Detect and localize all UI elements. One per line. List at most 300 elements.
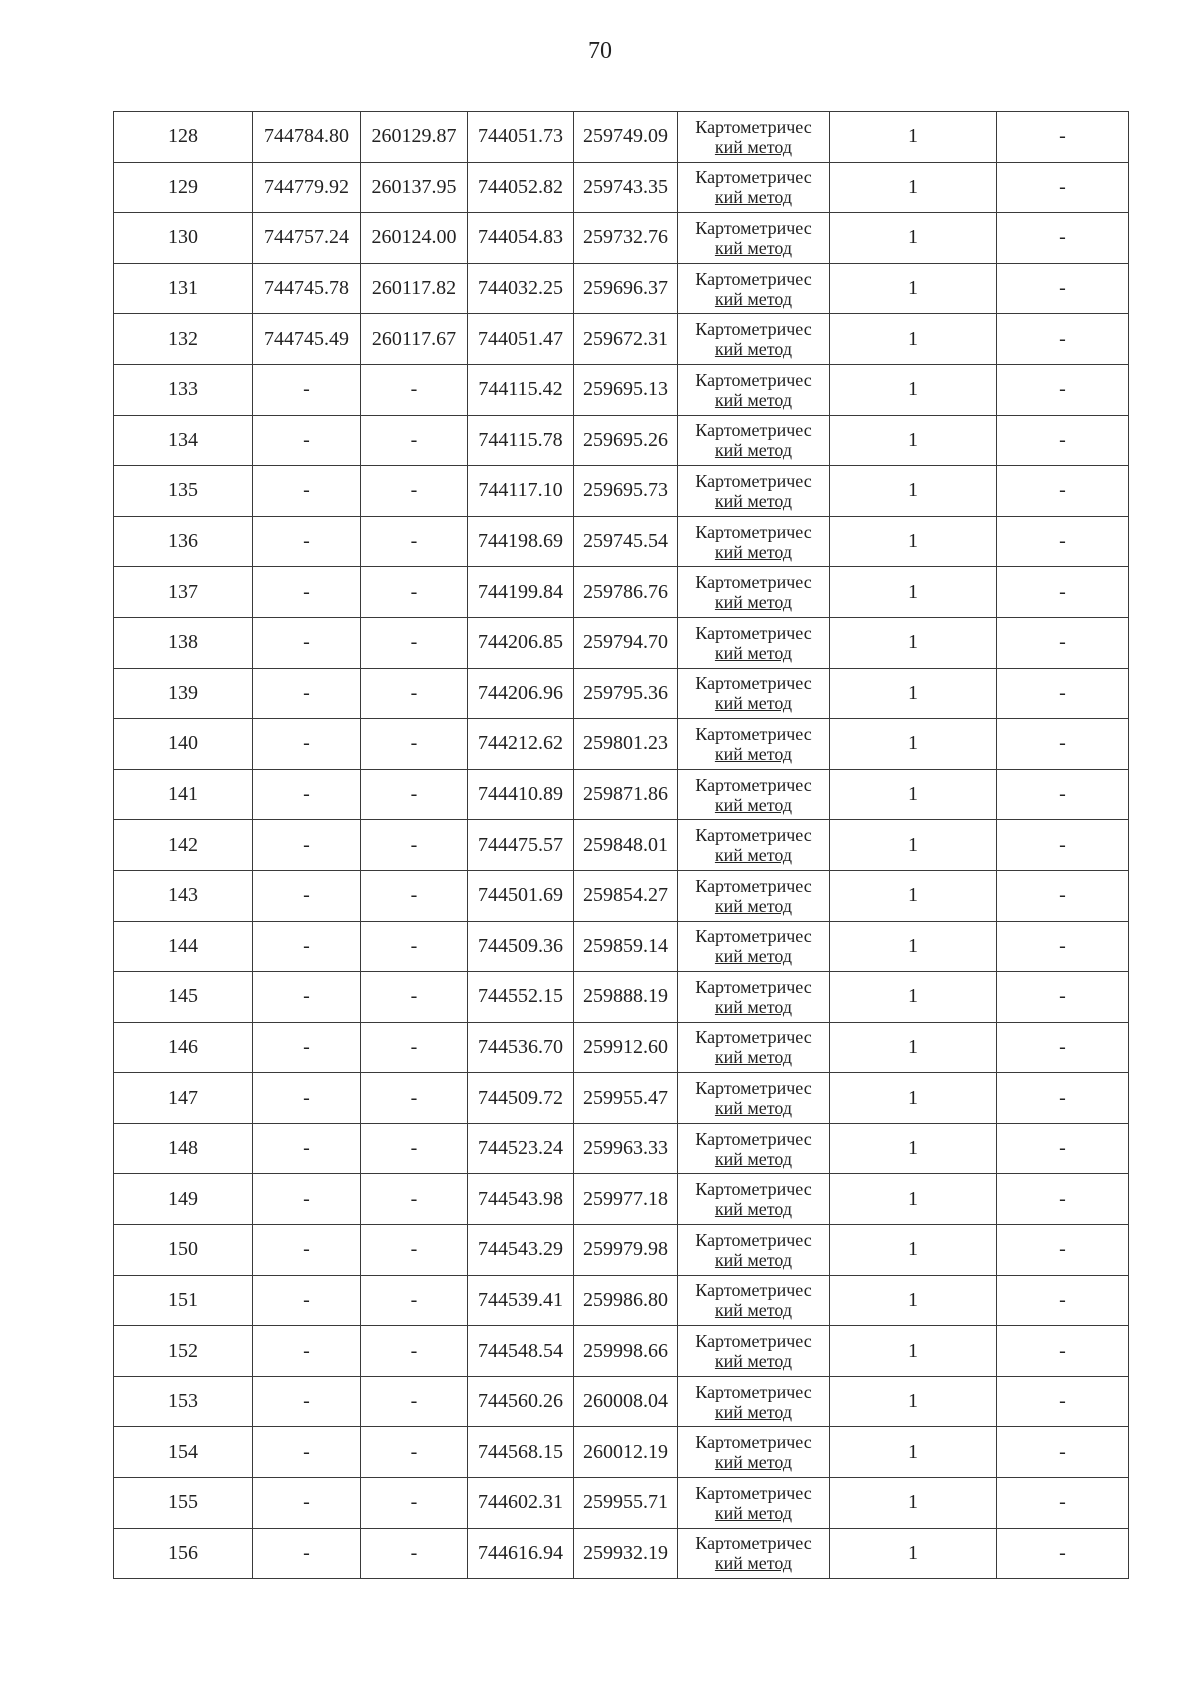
method-text-line-1: Картометричес [695, 723, 812, 744]
method-text-line-2: кий метод [714, 693, 793, 714]
y-coordinate-cell: 259859.14 [574, 921, 678, 972]
method-text-line-1: Картометричес [695, 1381, 812, 1402]
point-number-cell: 134 [114, 415, 253, 466]
y-coordinate-cell: - [361, 516, 468, 567]
note-cell: - [997, 466, 1129, 517]
accuracy-cell: 1 [830, 314, 997, 365]
x-coordinate-cell: - [253, 466, 361, 517]
method-text-line-2: кий метод [714, 1351, 793, 1372]
y-coordinate-cell: 259871.86 [574, 769, 678, 820]
x-coordinate-cell: 744745.78 [253, 263, 361, 314]
x-coordinate-cell: 744757.24 [253, 213, 361, 264]
method-cell [678, 972, 830, 1023]
table-row [114, 1022, 1129, 1073]
y-coordinate-cell: - [361, 617, 468, 668]
y-coordinate-cell: - [361, 567, 468, 618]
method-text-line-2: кий метод [714, 946, 793, 967]
note-cell: - [997, 1478, 1129, 1529]
y-coordinate-cell: 260012.19 [574, 1427, 678, 1478]
method-cell [678, 1427, 830, 1478]
x-coordinate-cell: 744539.41 [468, 1275, 574, 1326]
point-number-cell: 129 [114, 162, 253, 213]
method-text-line-2: кий метод [714, 440, 793, 461]
method-cell [678, 1478, 830, 1529]
accuracy-cell: 1 [830, 567, 997, 618]
y-coordinate-cell: 259745.54 [574, 516, 678, 567]
note-cell: - [997, 1225, 1129, 1276]
x-coordinate-cell: - [253, 820, 361, 871]
point-number-cell: 138 [114, 617, 253, 668]
method-cell [678, 314, 830, 365]
point-number-cell: 144 [114, 921, 253, 972]
method-cell [678, 516, 830, 567]
y-coordinate-cell: 259912.60 [574, 1022, 678, 1073]
y-coordinate-cell: - [361, 820, 468, 871]
method-text-line-1: Картометричес [695, 521, 812, 542]
note-cell: - [997, 820, 1129, 871]
point-number-cell: 140 [114, 719, 253, 770]
point-number-cell: 145 [114, 972, 253, 1023]
method-text-line-1: Картометричес [695, 1128, 812, 1149]
y-coordinate-cell: - [361, 364, 468, 415]
x-coordinate-cell: 744206.85 [468, 617, 574, 668]
method-cell [678, 820, 830, 871]
point-number-cell: 131 [114, 263, 253, 314]
method-text-line-2: кий метод [714, 389, 793, 410]
accuracy-cell: 1 [830, 1427, 997, 1478]
point-number-cell: 147 [114, 1073, 253, 1124]
note-cell: - [997, 921, 1129, 972]
y-coordinate-cell: - [361, 1073, 468, 1124]
method-cell [678, 769, 830, 820]
y-coordinate-cell: - [361, 1326, 468, 1377]
point-number-cell: 153 [114, 1376, 253, 1427]
note-cell: - [997, 668, 1129, 719]
y-coordinate-cell: 259801.23 [574, 719, 678, 770]
note-cell: - [997, 263, 1129, 314]
note-cell: - [997, 1326, 1129, 1377]
method-text-line-2: кий метод [714, 490, 793, 511]
y-coordinate-cell: - [361, 1427, 468, 1478]
method-text-line-2: кий метод [714, 288, 793, 309]
method-text-line-1: Картометричес [695, 622, 812, 643]
table-row [114, 870, 1129, 921]
accuracy-cell: 1 [830, 1326, 997, 1377]
accuracy-cell: 1 [830, 162, 997, 213]
note-cell: - [997, 719, 1129, 770]
method-text-line-1: Картометричес [695, 1432, 812, 1453]
point-number-cell: 143 [114, 870, 253, 921]
point-number-cell: 136 [114, 516, 253, 567]
x-coordinate-cell: - [253, 1376, 361, 1427]
note-cell: - [997, 516, 1129, 567]
method-cell [678, 1528, 830, 1579]
x-coordinate-cell: - [253, 617, 361, 668]
y-coordinate-cell: - [361, 415, 468, 466]
x-coordinate-cell: 744523.24 [468, 1123, 574, 1174]
point-number-cell: 150 [114, 1225, 253, 1276]
accuracy-cell: 1 [830, 820, 997, 871]
point-number-cell: 148 [114, 1123, 253, 1174]
x-coordinate-cell: 744475.57 [468, 820, 574, 871]
x-coordinate-cell: 744115.42 [468, 364, 574, 415]
method-cell [678, 112, 830, 163]
accuracy-cell: 1 [830, 1174, 997, 1225]
method-text-line-2: кий метод [714, 1502, 793, 1523]
method-cell [678, 870, 830, 921]
method-text-line-1: Картометричес [695, 1027, 812, 1048]
y-coordinate-cell: 259854.27 [574, 870, 678, 921]
method-text-line-1: Картометричес [695, 1179, 812, 1200]
y-coordinate-cell: 259695.13 [574, 364, 678, 415]
table-row [114, 668, 1129, 719]
y-coordinate-cell: - [361, 1022, 468, 1073]
method-cell [678, 1326, 830, 1377]
method-cell [678, 719, 830, 770]
method-cell [678, 1225, 830, 1276]
method-text-line-2: кий метод [714, 136, 793, 157]
x-coordinate-cell: - [253, 719, 361, 770]
y-coordinate-cell: 259998.66 [574, 1326, 678, 1377]
x-coordinate-cell: 744509.72 [468, 1073, 574, 1124]
note-cell: - [997, 213, 1129, 264]
method-text-line-2: кий метод [714, 1553, 793, 1574]
method-text-line-2: кий метод [714, 1401, 793, 1422]
method-text-line-2: кий метод [714, 187, 793, 208]
point-number-cell: 151 [114, 1275, 253, 1326]
y-coordinate-cell: 259695.73 [574, 466, 678, 517]
method-cell [678, 1123, 830, 1174]
method-text-line-2: кий метод [714, 996, 793, 1017]
method-cell [678, 1174, 830, 1225]
y-coordinate-cell: 259979.98 [574, 1225, 678, 1276]
method-text-line-1: Картометричес [695, 926, 812, 947]
y-coordinate-cell: 259786.76 [574, 567, 678, 618]
table-row [114, 162, 1129, 213]
table-row [114, 1528, 1129, 1579]
y-coordinate-cell: 259955.71 [574, 1478, 678, 1529]
note-cell: - [997, 1528, 1129, 1579]
accuracy-cell: 1 [830, 263, 997, 314]
method-cell [678, 617, 830, 668]
method-text-line-1: Картометричес [695, 1280, 812, 1301]
x-coordinate-cell: 744560.26 [468, 1376, 574, 1427]
x-coordinate-cell: - [253, 1022, 361, 1073]
x-coordinate-cell: 744745.49 [253, 314, 361, 365]
y-coordinate-cell: 259963.33 [574, 1123, 678, 1174]
accuracy-cell: 1 [830, 213, 997, 264]
y-coordinate-cell: - [361, 921, 468, 972]
y-coordinate-cell: 259888.19 [574, 972, 678, 1023]
method-text-line-1: Картометричес [695, 1229, 812, 1250]
x-coordinate-cell: 744501.69 [468, 870, 574, 921]
method-text-line-2: кий метод [714, 339, 793, 360]
method-text-line-2: кий метод [714, 237, 793, 258]
method-text-line-1: Картометричес [695, 1482, 812, 1503]
method-text-line-1: Картометричес [695, 369, 812, 390]
y-coordinate-cell: 259986.80 [574, 1275, 678, 1326]
point-number-cell: 133 [114, 364, 253, 415]
x-coordinate-cell: - [253, 769, 361, 820]
point-number-cell: 135 [114, 466, 253, 517]
table-row [114, 921, 1129, 972]
y-coordinate-cell: - [361, 1174, 468, 1225]
x-coordinate-cell: - [253, 972, 361, 1023]
x-coordinate-cell: 744616.94 [468, 1528, 574, 1579]
table-row [114, 263, 1129, 314]
x-coordinate-cell: - [253, 567, 361, 618]
note-cell: - [997, 415, 1129, 466]
method-text-line-2: кий метод [714, 1199, 793, 1220]
y-coordinate-cell: 259743.35 [574, 162, 678, 213]
table-row [114, 617, 1129, 668]
table-row [114, 466, 1129, 517]
table-row [114, 516, 1129, 567]
x-coordinate-cell: 744568.15 [468, 1427, 574, 1478]
accuracy-cell: 1 [830, 1528, 997, 1579]
point-number-cell: 155 [114, 1478, 253, 1529]
accuracy-cell: 1 [830, 921, 997, 972]
table-row [114, 1123, 1129, 1174]
y-coordinate-cell: 260117.82 [361, 263, 468, 314]
x-coordinate-cell: 744410.89 [468, 769, 574, 820]
accuracy-cell: 1 [830, 617, 997, 668]
y-coordinate-cell: 260137.95 [361, 162, 468, 213]
y-coordinate-cell: 259795.36 [574, 668, 678, 719]
point-number-cell: 156 [114, 1528, 253, 1579]
method-text-line-2: кий метод [714, 895, 793, 916]
x-coordinate-cell: 744117.10 [468, 466, 574, 517]
table-row [114, 112, 1129, 163]
y-coordinate-cell: - [361, 1376, 468, 1427]
accuracy-cell: 1 [830, 112, 997, 163]
note-cell: - [997, 972, 1129, 1023]
note-cell: - [997, 1427, 1129, 1478]
method-text-line-1: Картометричес [695, 875, 812, 896]
method-text-line-2: кий метод [714, 794, 793, 815]
accuracy-cell: 1 [830, 1123, 997, 1174]
x-coordinate-cell: 744543.29 [468, 1225, 574, 1276]
x-coordinate-cell: - [253, 1174, 361, 1225]
y-coordinate-cell: - [361, 1275, 468, 1326]
x-coordinate-cell: - [253, 668, 361, 719]
y-coordinate-cell: 259848.01 [574, 820, 678, 871]
method-cell [678, 1073, 830, 1124]
method-cell [678, 263, 830, 314]
point-number-cell: 146 [114, 1022, 253, 1073]
note-cell: - [997, 162, 1129, 213]
method-cell [678, 567, 830, 618]
y-coordinate-cell: - [361, 1225, 468, 1276]
y-coordinate-cell: 259695.26 [574, 415, 678, 466]
y-coordinate-cell: - [361, 1478, 468, 1529]
note-cell: - [997, 364, 1129, 415]
y-coordinate-cell: 260129.87 [361, 112, 468, 163]
x-coordinate-cell: - [253, 921, 361, 972]
x-coordinate-cell: 744784.80 [253, 112, 361, 163]
accuracy-cell: 1 [830, 516, 997, 567]
table-row [114, 820, 1129, 871]
y-coordinate-cell: - [361, 466, 468, 517]
method-text-line-1: Картометричес [695, 1533, 812, 1554]
method-cell [678, 213, 830, 264]
method-text-line-2: кий метод [714, 743, 793, 764]
note-cell: - [997, 1275, 1129, 1326]
method-text-line-1: Картометричес [695, 268, 812, 289]
method-text-line-2: кий метод [714, 1300, 793, 1321]
x-coordinate-cell: 744206.96 [468, 668, 574, 719]
method-text-line-1: Картометричес [695, 319, 812, 340]
point-number-cell: 154 [114, 1427, 253, 1478]
method-text-line-1: Картометричес [695, 167, 812, 188]
x-coordinate-cell: 744199.84 [468, 567, 574, 618]
x-coordinate-cell: - [253, 1275, 361, 1326]
accuracy-cell: 1 [830, 364, 997, 415]
accuracy-cell: 1 [830, 1478, 997, 1529]
x-coordinate-cell: 744052.82 [468, 162, 574, 213]
method-text-line-1: Картометричес [695, 673, 812, 694]
method-cell [678, 668, 830, 719]
method-text-line-2: кий метод [714, 1452, 793, 1473]
accuracy-cell: 1 [830, 668, 997, 719]
point-number-cell: 128 [114, 112, 253, 163]
x-coordinate-cell: - [253, 364, 361, 415]
accuracy-cell: 1 [830, 1022, 997, 1073]
accuracy-cell: 1 [830, 870, 997, 921]
table-row [114, 213, 1129, 264]
point-number-cell: 130 [114, 213, 253, 264]
x-coordinate-cell: 744602.31 [468, 1478, 574, 1529]
method-text-line-1: Картометричес [695, 470, 812, 491]
x-coordinate-cell: - [253, 1478, 361, 1529]
y-coordinate-cell: 259932.19 [574, 1528, 678, 1579]
coordinates-table [113, 111, 1129, 1579]
y-coordinate-cell: - [361, 870, 468, 921]
x-coordinate-cell: 744552.15 [468, 972, 574, 1023]
x-coordinate-cell: 744051.73 [468, 112, 574, 163]
x-coordinate-cell: - [253, 870, 361, 921]
method-text-line-1: Картометричес [695, 825, 812, 846]
method-text-line-1: Картометричес [695, 1331, 812, 1352]
note-cell: - [997, 1123, 1129, 1174]
point-number-cell: 149 [114, 1174, 253, 1225]
table-row [114, 1427, 1129, 1478]
y-coordinate-cell: - [361, 1123, 468, 1174]
y-coordinate-cell: 260008.04 [574, 1376, 678, 1427]
x-coordinate-cell: - [253, 415, 361, 466]
method-text-line-1: Картометричес [695, 116, 812, 137]
note-cell: - [997, 1022, 1129, 1073]
note-cell: - [997, 870, 1129, 921]
table-row [114, 567, 1129, 618]
note-cell: - [997, 769, 1129, 820]
x-coordinate-cell: 744779.92 [253, 162, 361, 213]
method-cell [678, 1275, 830, 1326]
table-body [114, 112, 1129, 1579]
method-text-line-1: Картометричес [695, 976, 812, 997]
table-row [114, 1225, 1129, 1276]
x-coordinate-cell: - [253, 1528, 361, 1579]
table-row [114, 972, 1129, 1023]
note-cell: - [997, 567, 1129, 618]
note-cell: - [997, 112, 1129, 163]
table-row [114, 1478, 1129, 1529]
y-coordinate-cell: 260117.67 [361, 314, 468, 365]
table-row [114, 1073, 1129, 1124]
method-text-line-1: Картометричес [695, 774, 812, 795]
table-row [114, 364, 1129, 415]
x-coordinate-cell: - [253, 516, 361, 567]
table-row [114, 719, 1129, 770]
table-row [114, 415, 1129, 466]
note-cell: - [997, 617, 1129, 668]
y-coordinate-cell: - [361, 1528, 468, 1579]
method-text-line-2: кий метод [714, 845, 793, 866]
method-text-line-1: Картометричес [695, 217, 812, 238]
accuracy-cell: 1 [830, 1275, 997, 1326]
x-coordinate-cell: - [253, 1123, 361, 1174]
x-coordinate-cell: - [253, 1427, 361, 1478]
method-cell [678, 466, 830, 517]
x-coordinate-cell: - [253, 1225, 361, 1276]
x-coordinate-cell: 744543.98 [468, 1174, 574, 1225]
method-text-line-1: Картометричес [695, 1078, 812, 1099]
x-coordinate-cell: 744548.54 [468, 1326, 574, 1377]
point-number-cell: 137 [114, 567, 253, 618]
y-coordinate-cell: 259955.47 [574, 1073, 678, 1124]
y-coordinate-cell: 259977.18 [574, 1174, 678, 1225]
table-row [114, 314, 1129, 365]
accuracy-cell: 1 [830, 769, 997, 820]
note-cell: - [997, 1376, 1129, 1427]
table-row [114, 1376, 1129, 1427]
accuracy-cell: 1 [830, 719, 997, 770]
x-coordinate-cell: 744198.69 [468, 516, 574, 567]
x-coordinate-cell: - [253, 1073, 361, 1124]
method-text-line-2: кий метод [714, 642, 793, 663]
method-cell [678, 1022, 830, 1073]
y-coordinate-cell: 259732.76 [574, 213, 678, 264]
point-number-cell: 139 [114, 668, 253, 719]
point-number-cell: 142 [114, 820, 253, 871]
y-coordinate-cell: - [361, 719, 468, 770]
accuracy-cell: 1 [830, 972, 997, 1023]
method-text-line-2: кий метод [714, 1249, 793, 1270]
point-number-cell: 132 [114, 314, 253, 365]
y-coordinate-cell: - [361, 972, 468, 1023]
x-coordinate-cell: 744054.83 [468, 213, 574, 264]
y-coordinate-cell: 259696.37 [574, 263, 678, 314]
note-cell: - [997, 314, 1129, 365]
accuracy-cell: 1 [830, 1073, 997, 1124]
method-text-line-1: Картометричес [695, 420, 812, 441]
table-row [114, 769, 1129, 820]
table-row [114, 1275, 1129, 1326]
y-coordinate-cell: 259749.09 [574, 112, 678, 163]
method-text-line-2: кий метод [714, 592, 793, 613]
point-number-cell: 152 [114, 1326, 253, 1377]
y-coordinate-cell: 260124.00 [361, 213, 468, 264]
accuracy-cell: 1 [830, 415, 997, 466]
table-row [114, 1174, 1129, 1225]
method-cell [678, 364, 830, 415]
x-coordinate-cell: - [253, 1326, 361, 1377]
method-text-line-2: кий метод [714, 541, 793, 562]
page-number: 70 [588, 38, 612, 64]
x-coordinate-cell: 744509.36 [468, 921, 574, 972]
y-coordinate-cell: 259672.31 [574, 314, 678, 365]
note-cell: - [997, 1174, 1129, 1225]
